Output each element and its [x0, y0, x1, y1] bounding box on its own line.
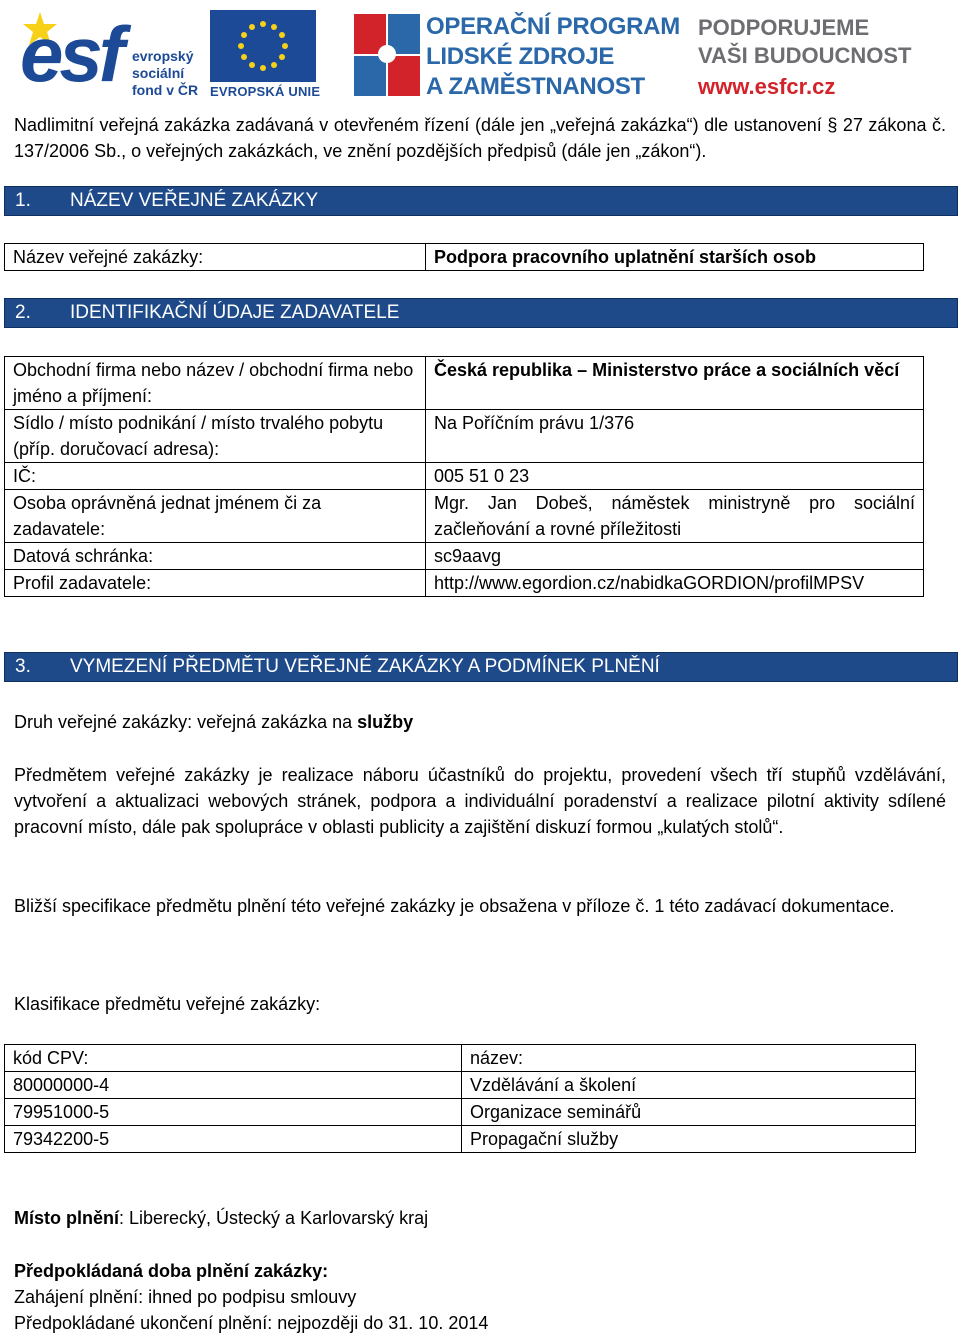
value-cell: Česká republika – Ministerstvo práce a sociálních věcí	[426, 357, 924, 410]
value-cell: http://www.egordion.cz/nabidkaGORDION/profilMPSV	[426, 570, 924, 597]
cpv-name-header: název:	[462, 1045, 916, 1072]
subject-paragraph: Předmětem veřejné zakázky je realizace náboru účastníků do projektu, provedení všech tří stupňů vzdělávání, vytvoření a aktualizaci webových stránek, podpora a individuální poradenství a realizace pilotní aktivity sdílené pracovní místo, dále pak spolupráce v oblasti publicity a zajištění diskuzí formou „kulatých stolů“.	[14, 765, 946, 837]
esf-caption	[132, 48, 198, 99]
section-title: VYMEZENÍ PŘEDMĚTU VEŘEJNÉ ZAKÁZKY A PODMÍNEK PLNĚNÍ	[70, 656, 660, 677]
value-cell: 005 51 0 23	[426, 463, 924, 490]
table-row	[5, 1099, 916, 1126]
section-number: 2.	[15, 302, 31, 323]
table-row	[5, 1072, 916, 1099]
value-cell: sc9aavg	[426, 543, 924, 570]
cpv-table	[4, 1044, 916, 1153]
value-cell: Podpora pracovního uplatnění starších osob	[426, 244, 924, 271]
section-number: 1.	[15, 190, 31, 211]
op-lzz-title	[426, 12, 680, 102]
classification-heading: Klasifikace předmětu veřejné zakázky:	[14, 994, 321, 1014]
op-title-line: OPERAČNÍ PROGRAM	[426, 13, 680, 40]
label-cell: Profil zadavatele:	[5, 570, 426, 597]
end-date: Předpokládané ukončení plnění: nejpozději do 31. 10. 2014	[14, 1313, 489, 1333]
esf-caption-line: fond v ČR	[132, 82, 199, 98]
cpv-name-cell: Vzdělávání a školení	[462, 1072, 916, 1099]
contracting-authority-table	[4, 356, 924, 597]
value-cell: Na Poříčním právu 1/376	[426, 410, 924, 463]
contract-name-table	[4, 243, 924, 271]
table-row	[5, 490, 924, 543]
op-title-line: A ZAMĚSTNANOST	[426, 73, 645, 100]
table-row	[5, 410, 924, 463]
duration-heading: Předpokládaná doba plnění zakázky:	[14, 1261, 329, 1281]
place-value: : Liberecký, Ústecký a Karlovarský kraj	[119, 1208, 429, 1228]
label-cell: Datová schránka:	[5, 543, 426, 570]
cpv-name-cell: Propagační služby	[462, 1126, 916, 1153]
section-1-heading	[4, 186, 958, 216]
esf-caption-line: evropský	[132, 48, 194, 64]
section-3-heading	[4, 652, 958, 682]
contract-type-value: služby	[357, 712, 414, 732]
contract-type	[14, 709, 413, 735]
slogan-line: PODPORUJEME	[698, 15, 870, 40]
table-row	[5, 357, 924, 410]
section-2-heading	[4, 298, 958, 328]
start-date: Zahájení plnění: ihned po podpisu smlouvy	[14, 1287, 357, 1307]
value-cell: Mgr. Jan Dobeš, náměstek ministryně pro sociální začleňování a rovné příležitosti	[426, 490, 924, 543]
table-row	[5, 570, 924, 597]
esf-caption-line: sociální	[132, 65, 185, 81]
section-number: 3.	[15, 656, 31, 677]
cpv-code-header: kód CPV:	[5, 1045, 462, 1072]
support-url: www.esfcr.cz	[698, 74, 836, 99]
table-row	[5, 463, 924, 490]
slogan-line: VAŠI BUDOUCNOST	[698, 43, 912, 68]
table-row	[5, 244, 924, 271]
contract-type-prefix: Druh veřejné zakázky: veřejná zakázka na	[14, 712, 358, 732]
place-label: Místo plnění	[14, 1208, 119, 1228]
op-title-line: LIDSKÉ ZDROJE	[426, 43, 615, 70]
support-slogan	[698, 14, 912, 70]
label-cell: Název veřejné zakázky:	[5, 244, 426, 271]
table-row	[5, 1126, 916, 1153]
table-row	[5, 1045, 916, 1072]
table-row	[5, 543, 924, 570]
place-of-performance	[14, 1205, 428, 1231]
section-title: IDENTIFIKAČNÍ ÚDAJE ZADAVATELE	[70, 302, 400, 323]
cpv-code-cell: 80000000-4	[5, 1072, 462, 1099]
eu-flag-icon	[210, 10, 316, 82]
intro-paragraph: Nadlimitní veřejná zakázka zadávaná v otevřeném řízení (dále jen „veřejná zakázka“) dle ustanovení § 27 zákona č. 137/2006 Sb., o veřejných zakázkách, ve znění pozdějších předpisů (dále jen „zákon“).	[14, 115, 946, 161]
eu-caption: EVROPSKÁ UNIE	[210, 84, 321, 99]
op-lzz-logo-icon	[352, 10, 424, 100]
cpv-name-cell: Organizace seminářů	[462, 1099, 916, 1126]
header-logos	[0, 0, 960, 108]
esf-wordmark: esf	[20, 10, 121, 98]
specification-paragraph: Bližší specifikace předmětu plnění této veřejné zakázky je obsažena v příloze č. 1 této zadávací dokumentace.	[14, 896, 895, 916]
cpv-code-cell: 79342200-5	[5, 1126, 462, 1153]
section-title: NÁZEV VEŘEJNÉ ZAKÁZKY	[70, 190, 319, 211]
cpv-code-cell: 79951000-5	[5, 1099, 462, 1126]
label-cell: Osoba oprávněná jednat jménem či za zadavatele:	[5, 490, 426, 543]
label-cell: IČ:	[5, 463, 426, 490]
label-cell: Sídlo / místo podnikání / místo trvalého pobytu (příp. doručovací adresa):	[5, 410, 426, 463]
label-cell: Obchodní firma nebo název / obchodní firma nebo jméno a příjmení:	[5, 357, 426, 410]
